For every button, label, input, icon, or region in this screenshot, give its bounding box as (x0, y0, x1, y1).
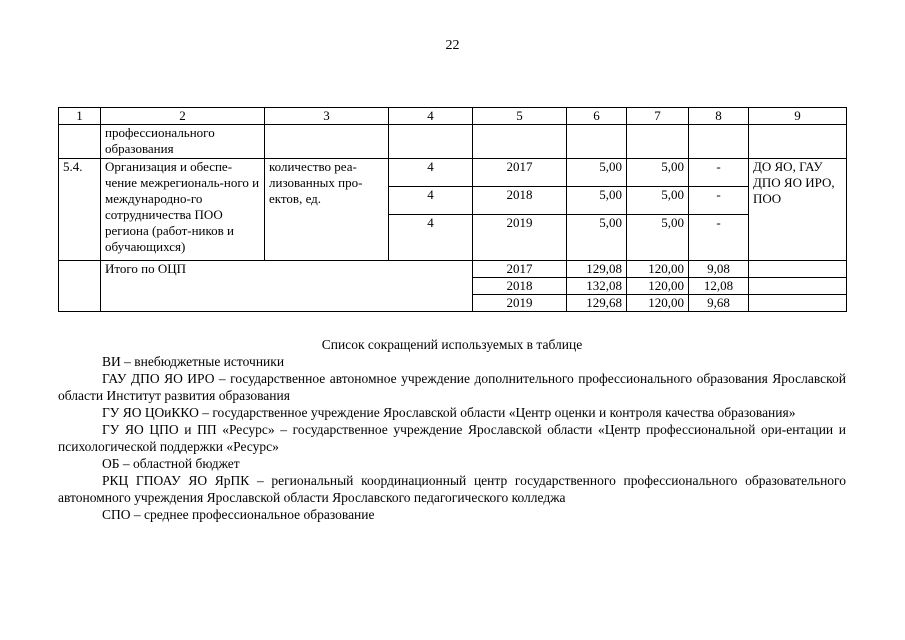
cell-num (59, 261, 101, 312)
cell-c4: 4 (389, 215, 473, 261)
cell-c7: 120,00 (627, 278, 689, 295)
cell-executor (749, 278, 847, 295)
cell-num: 5.4. (59, 159, 101, 261)
abbreviations-title: Список сокращений используемых в таблице (321, 337, 583, 352)
cell-name: Организация и обеспе-чение межрегиональ-ного и международно-го сотрудничества ПОО региона (работ-ников и обучающихся) (101, 159, 265, 261)
program-table (58, 107, 847, 312)
cell-c7: 120,00 (627, 261, 689, 278)
table-row-5-4-2017 (59, 159, 847, 187)
header-cell: 1 (59, 108, 101, 125)
abbreviation-item: ГУ ЯО ЦПО и ПП «Ресурс» – государственное учреждение Ярославской области «Центр профессиональной ори-ентации и психологической поддержки «Ресурс» (58, 422, 846, 454)
cell-c8: 9,08 (689, 261, 749, 278)
cell-c6: 5,00 (567, 187, 627, 215)
abbreviation-item: ГУ ЯО ЦОиККО – государственное учреждение Ярославской области «Центр оценки и контроля качества образования» (102, 405, 796, 420)
cell-c6: 132,08 (567, 278, 627, 295)
header-cell: 6 (567, 108, 627, 125)
table-header-row (59, 108, 847, 125)
cell-c8: 12,08 (689, 278, 749, 295)
cell-c6: 129,68 (567, 295, 627, 312)
cell-year: 2018 (473, 278, 567, 295)
cell-executor (749, 295, 847, 312)
cell-executor: ДО ЯО, ГАУ ДПО ЯО ИРО, ПОО (749, 159, 847, 261)
cell-year (473, 125, 567, 159)
abbreviation-item: ГАУ ДПО ЯО ИРО – государственное автономное учреждение дополнительного профессионального образования Ярославской области Институт развития образования (58, 371, 846, 403)
cell-c7: 5,00 (627, 159, 689, 187)
cell-c6: 5,00 (567, 215, 627, 261)
cell-executor (749, 125, 847, 159)
header-cell: 7 (627, 108, 689, 125)
cell-c8: - (689, 159, 749, 187)
header-cell: 2 (101, 108, 265, 125)
abbreviation-item: ОБ – областной бюджет (102, 456, 240, 471)
cell-c8: - (689, 187, 749, 215)
cell-total-label: Итого по ОЦП (101, 261, 473, 312)
header-cell: 4 (389, 108, 473, 125)
cell-c6: 5,00 (567, 159, 627, 187)
cell-year: 2019 (473, 295, 567, 312)
page-number: 22 (445, 38, 460, 53)
cell-executor (749, 261, 847, 278)
cell-indicator: количество реа-лизованных про-ектов, ед. (265, 159, 389, 261)
cell-c6: 129,08 (567, 261, 627, 278)
cell-year: 2019 (473, 215, 567, 261)
cell-year: 2018 (473, 187, 567, 215)
cell-c7 (627, 125, 689, 159)
cell-c4: 4 (389, 159, 473, 187)
cell-c7: 5,00 (627, 215, 689, 261)
abbreviations-list (58, 353, 846, 523)
header-cell: 8 (689, 108, 749, 125)
cell-c8: - (689, 215, 749, 261)
cell-c7: 120,00 (627, 295, 689, 312)
cell-num (59, 125, 101, 159)
cell-c4: 4 (389, 187, 473, 215)
header-cell: 5 (473, 108, 567, 125)
table-row-total-2017 (59, 261, 847, 278)
table-row-continuation (59, 125, 847, 159)
cell-c4 (389, 125, 473, 159)
cell-year: 2017 (473, 261, 567, 278)
cell-c8: 9,68 (689, 295, 749, 312)
cell-c8 (689, 125, 749, 159)
abbreviation-item: ВИ – внебюджетные источники (102, 354, 285, 369)
abbreviation-item: РКЦ ГПОАУ ЯО ЯрПК – региональный координационный центр государственного профессионального образовательного автономного учреждения Ярославской области Ярославского педагогического колледжа (58, 473, 846, 505)
cell-year: 2017 (473, 159, 567, 187)
cell-c6 (567, 125, 627, 159)
abbreviation-item: СПО – среднее профессиональное образование (102, 507, 375, 522)
header-cell: 3 (265, 108, 389, 125)
cell-name: профессионального образования (101, 125, 265, 159)
cell-indicator (265, 125, 389, 159)
cell-c7: 5,00 (627, 187, 689, 215)
header-cell: 9 (749, 108, 847, 125)
